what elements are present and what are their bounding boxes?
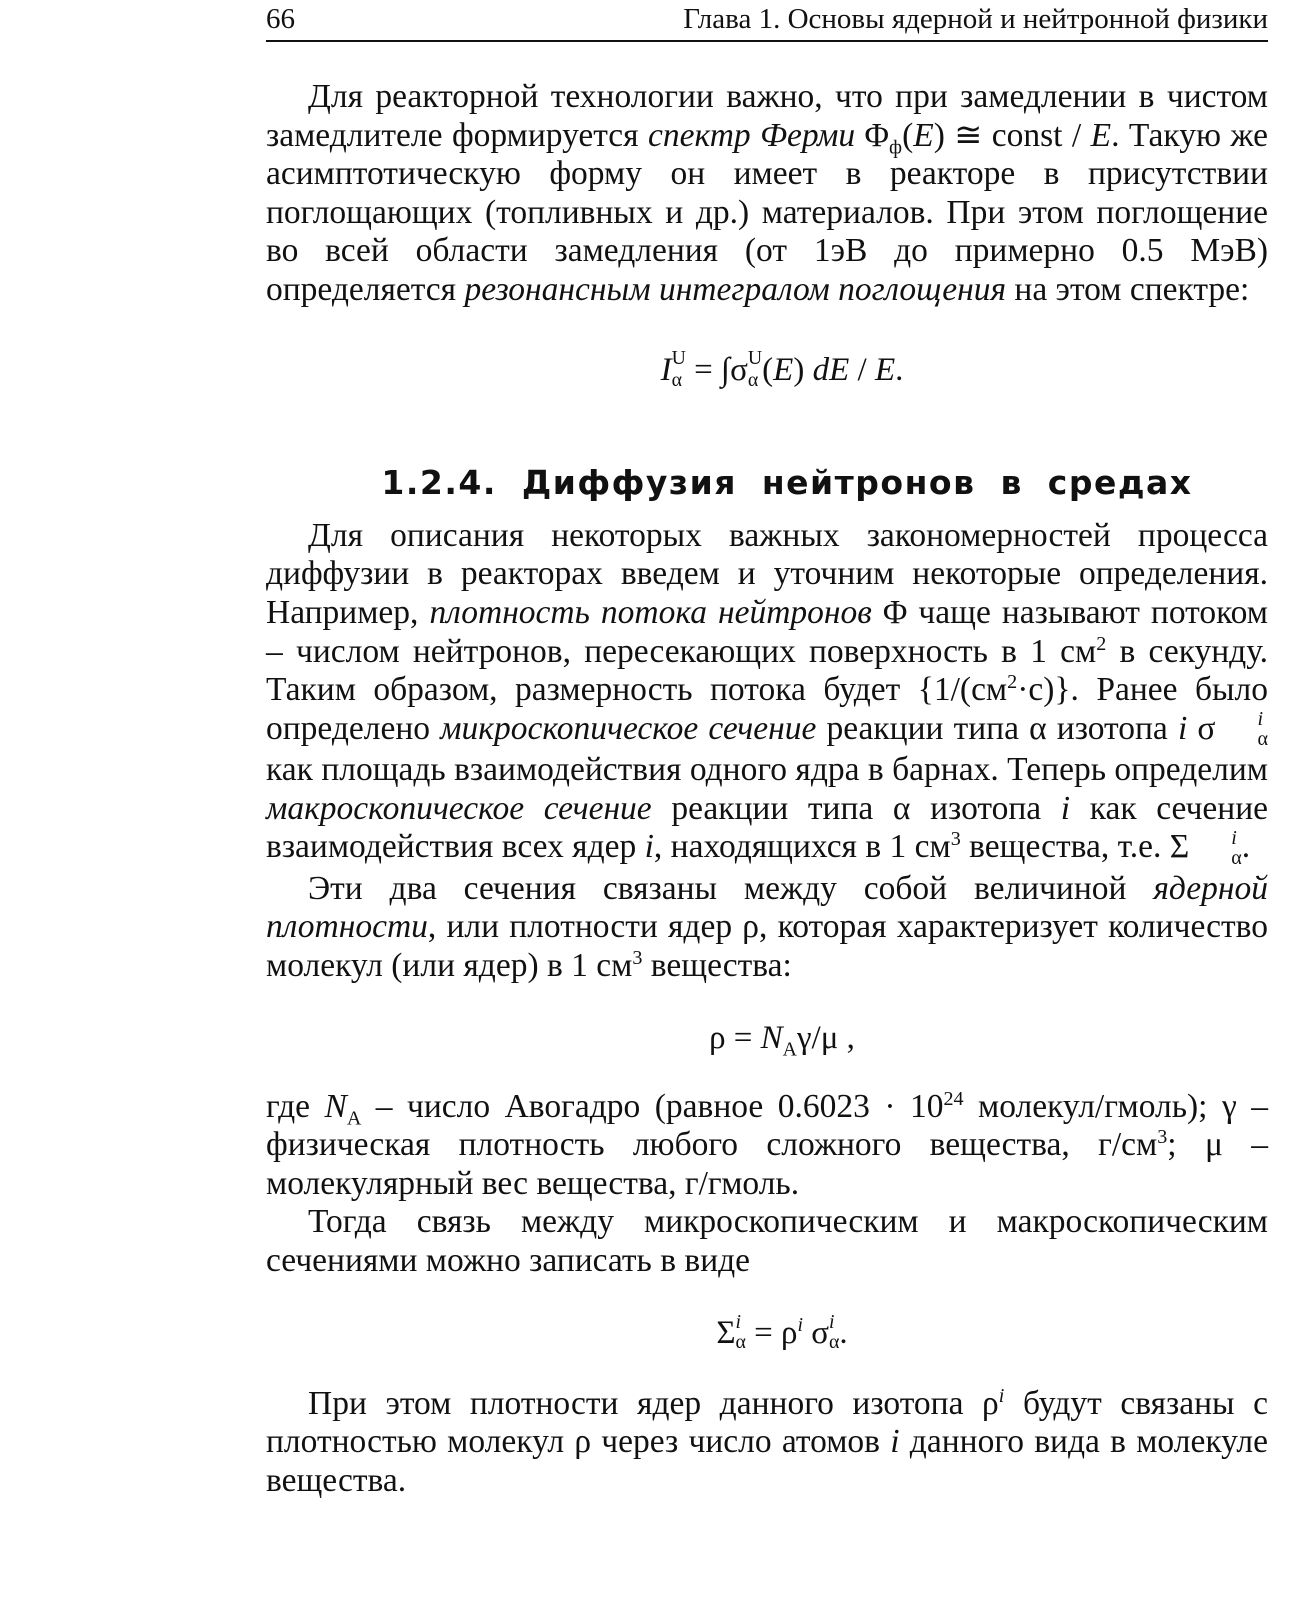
term-microscopic-cross-section: микроскопическое сечение (440, 709, 817, 747)
page-number: 66 (266, 3, 295, 35)
formula-resonance-integral: I U α = ∫σ U α (E) dE / E. (660, 347, 904, 391)
paragraph-isotope-density: При этом плотности ядер данного изотопа $\rho^i$ будут связаны с плотностью молекул ρ через число атомов i данного вида в молекуле вещества. (266, 1384, 1268, 1499)
paragraph-avogadro: где $N_A$ – число Авогадро (равное $0.6023 \cdot 10^{24}$ молекул/гмоль); γ – физическая плотность любого сложного вещества, $г/см^3$; μ – молекулярный вес вещества, г/гмоль. (266, 1087, 1268, 1202)
term-resonance-integral: резонансным интегралом поглощения (464, 270, 1007, 308)
term-fermi-spectrum: спектр Ферми (648, 116, 856, 154)
chapter-title: Глава 1. Основы ядерной и нейтронной физики (683, 3, 1268, 35)
paragraph-relation: Тогда связь между микроскопическим и макроскопическим сечениями можно записать в виде (266, 1203, 1268, 1279)
running-header (266, 0, 1268, 42)
formula-density: $\rho = N_A\gamma/\mu$ , (709, 1019, 855, 1061)
formula-macro-micro: Σi α = $\rho^i$ σi α . (716, 1311, 848, 1353)
term-macroscopic-cross-section: макроскопическое сечение (266, 789, 652, 827)
paragraph-fermi-spectrum: Для реакторной технологии важно, что при замедлении в чистом замедлителе формируется спектр Ферми $\Phi_ф(E)$ ≅ const / E. Такую же асимптотическую форму он имеет в реакторе в присутствии поглощающих (топливных и др.) материалов. При этом поглощение во всей области замедления (от 1эВ до примерно 0.5 МэВ) определяется резонансным интегралом поглощения на этом спектре: (266, 78, 1268, 308)
section-heading: 1.2.4. Диффузия нейтронов в средах (381, 462, 1193, 502)
paragraph-diffusion-definitions: Для описания некоторых важных закономерностей процесса диффузии в реакторах введем и уточним некоторые определения. Например, плотность потока нейтронов Φ чаще называют потоком – числом нейтронов, пересекающих поверхность в 1 $см^2$ в секунду. Таким образом, размерность потока будет $\{1/(см^2\cdot с)\}$. Ранее было определено микроскопическое сечение реакции типа α изотопа i σ i α как площадь взаимодействия одного ядра в барнах. Теперь определим макроскопическое сечение реакции типа α изотопа i как сечение взаимодействия всех ядер i, находящихся в 1 $см^3$ вещества, т.е. Σ i α . (266, 516, 1269, 869)
book-page (266, 0, 1268, 1501)
term-flux-density: плотность потока нейтронов (429, 593, 872, 631)
term-nuclear-density: ядерной плотности (266, 869, 1268, 946)
paragraph-nuclear-density: Эти два сечения связаны между собой величиной ядерной плотности, или плотности ядер ρ, которая характеризует количество молекул (или ядер) в 1 $см^3$ вещества: (266, 869, 1268, 984)
